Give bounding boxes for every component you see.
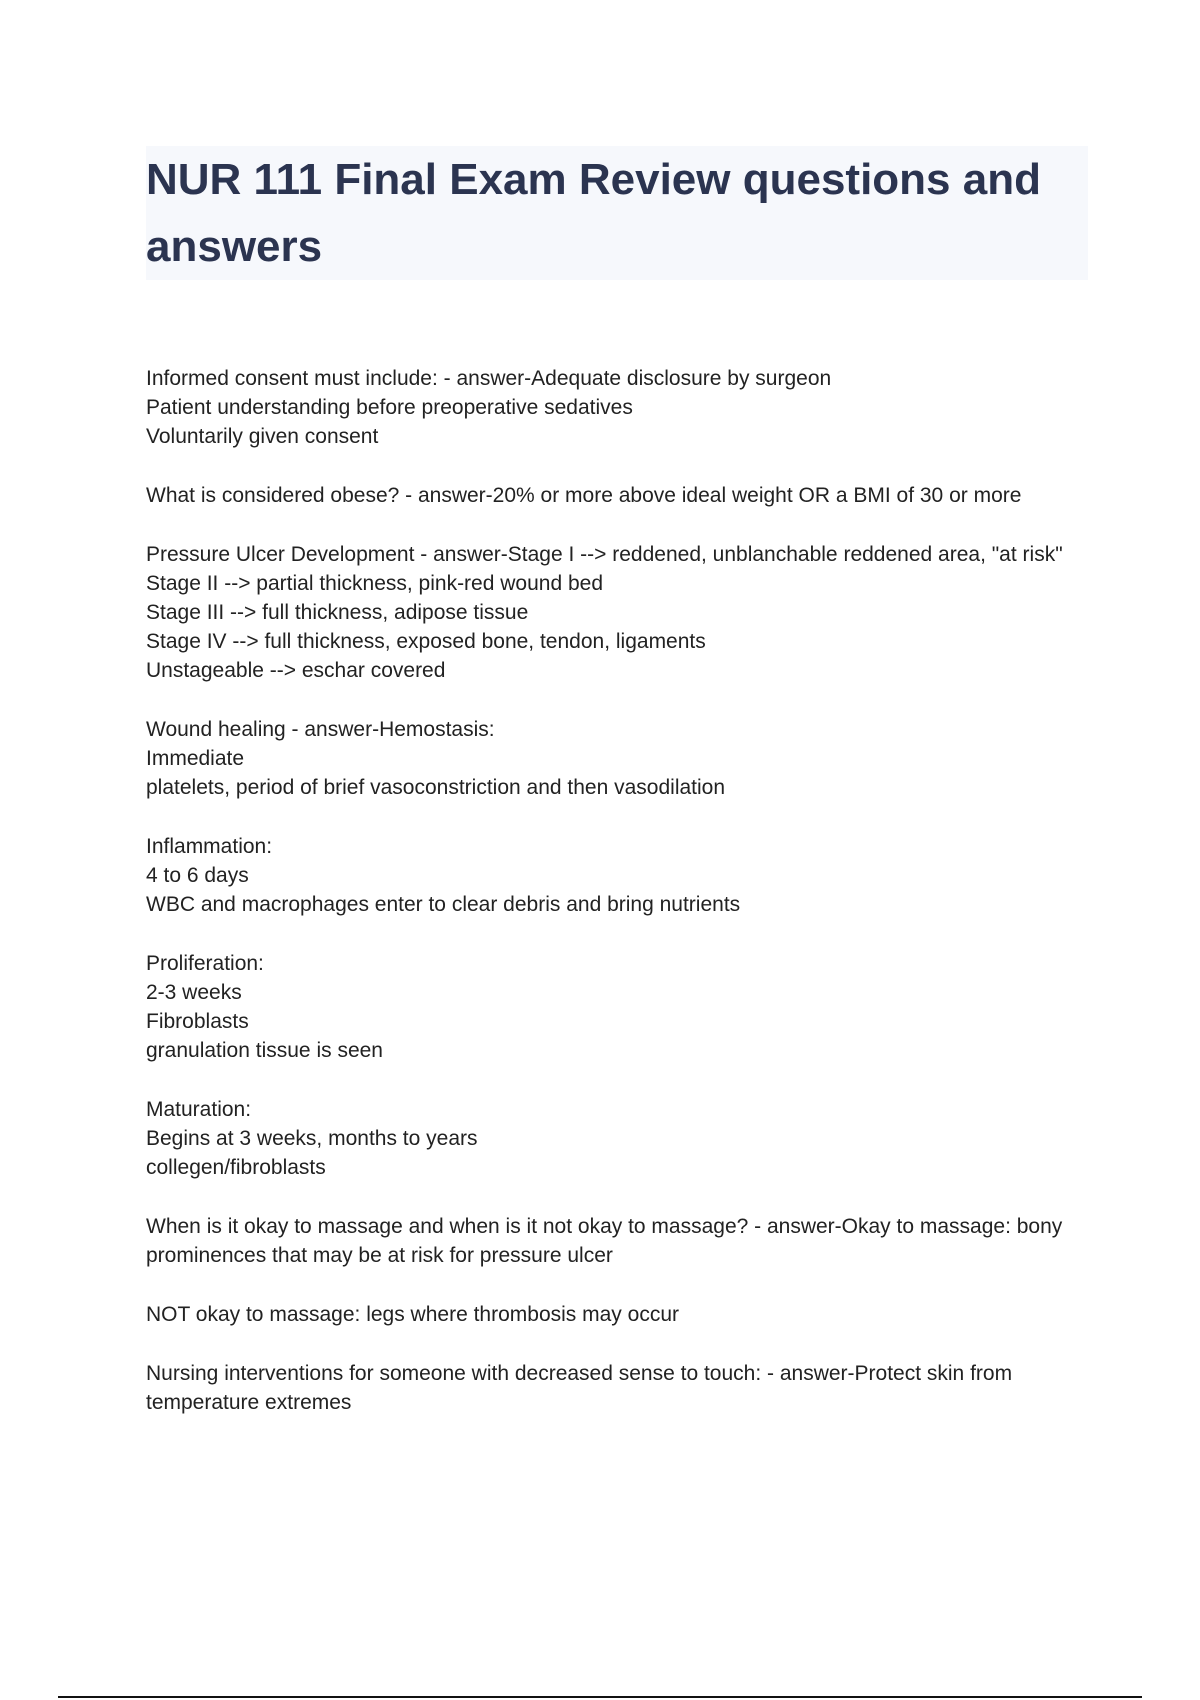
text-line: Stage IV --> full thickness, exposed bone, tendon, ligaments xyxy=(146,630,706,653)
qa-block-informed-consent xyxy=(146,364,1086,451)
text-line: Proliferation: xyxy=(146,952,264,975)
text-line: Immediate xyxy=(146,747,245,770)
text-line: granulation tissue is seen xyxy=(146,1039,383,1062)
text-line: Inflammation: xyxy=(146,835,273,858)
qa-block-maturation xyxy=(146,1095,1086,1182)
qa-block-proliferation xyxy=(146,949,1086,1065)
text-line: Maturation: xyxy=(146,1098,252,1121)
text-line: collegen/fibroblasts xyxy=(146,1156,326,1179)
text-line: Begins at 3 weeks, months to years xyxy=(146,1127,478,1150)
text-line: Patient understanding before preoperative sedatives xyxy=(146,396,633,419)
text-line: Voluntarily given consent xyxy=(146,425,379,448)
qa-block-massage xyxy=(146,1212,1086,1270)
text-line: 2-3 weeks xyxy=(146,981,242,1004)
qa-block-inflammation xyxy=(146,832,1086,919)
page-title: NUR 111 Final Exam Review questions and answers xyxy=(146,155,1041,271)
text-line: When is it okay to massage and when is it not okay to massage? - answer-Okay to massage: bony prominences that may be at risk for pressure ulcer xyxy=(146,1215,1069,1267)
footer-divider xyxy=(58,1696,1142,1698)
text-line: NOT okay to massage: legs where thrombosis may occur xyxy=(146,1303,679,1326)
qa-block-wound-healing xyxy=(146,715,1086,802)
text-line: Wound healing - answer-Hemostasis: xyxy=(146,718,495,741)
text-line: Stage II --> partial thickness, pink-red wound bed xyxy=(146,572,603,595)
text-line: Unstageable --> eschar covered xyxy=(146,659,446,682)
text-line: Stage III --> full thickness, adipose tissue xyxy=(146,601,529,624)
qa-block-pressure-ulcer xyxy=(146,540,1086,685)
document-body xyxy=(146,364,1086,1447)
text-line: What is considered obese? - answer-20% or more above ideal weight OR a BMI of 30 or more xyxy=(146,484,1022,507)
text-line: Nursing interventions for someone with decreased sense to touch: - answer-Protect skin from temperature extremes xyxy=(146,1362,1018,1414)
text-line: Pressure Ulcer Development - answer-Stage I --> reddened, unblanchable reddened area, "at risk" xyxy=(146,543,1063,566)
text-line: Informed consent must include: - answer-Adequate disclosure by surgeon xyxy=(146,367,832,390)
text-line: WBC and macrophages enter to clear debris and bring nutrients xyxy=(146,893,741,916)
title-block xyxy=(146,146,1088,280)
text-line: Fibroblasts xyxy=(146,1010,249,1033)
text-line: platelets, period of brief vasoconstriction and then vasodilation xyxy=(146,776,726,799)
qa-block-not-massage xyxy=(146,1300,1086,1329)
qa-block-decreased-touch xyxy=(146,1359,1086,1417)
qa-block-obese xyxy=(146,481,1086,510)
text-line: 4 to 6 days xyxy=(146,864,249,887)
